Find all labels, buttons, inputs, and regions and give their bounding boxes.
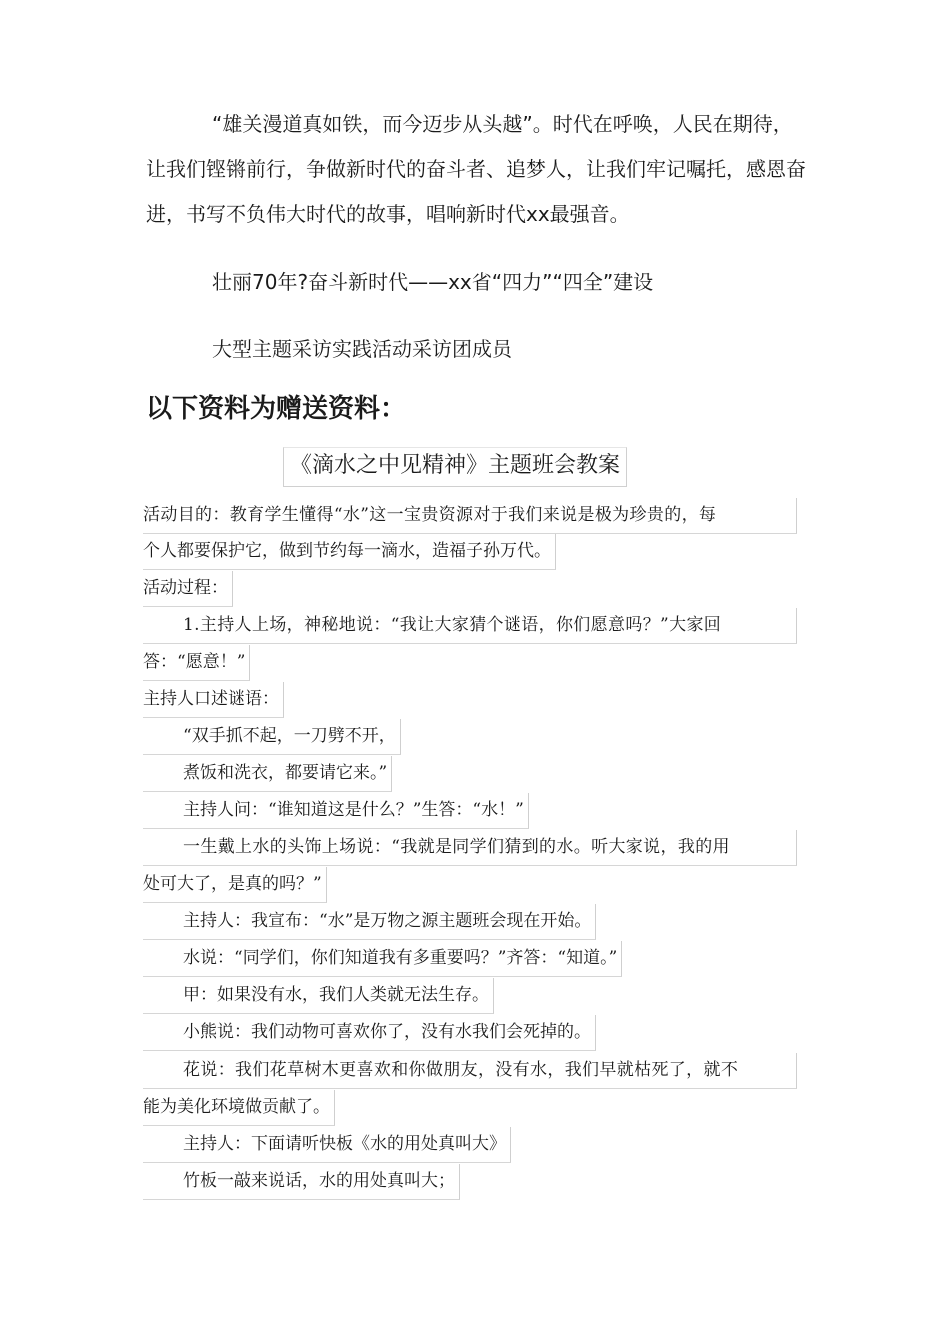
lesson-line: 处可大了，是真的吗？” (143, 867, 327, 903)
lesson-line: 活动过程： (143, 571, 233, 607)
lesson-line: 能为美化环境做贡献了。 (143, 1090, 335, 1126)
lesson-line: 主持人问：“谁知道这是什么？”生答：“水！” (143, 793, 529, 829)
lesson-line: 小熊说：我们动物可喜欢你了，没有水我们会死掉的。 (143, 1015, 596, 1051)
lesson-line: 个人都要保护它，做到节约每一滴水，造福子孙万代。 (143, 534, 556, 570)
gift-heading: 以下资料为赠送资料： (146, 394, 407, 424)
lesson-line: 活动目的：教育学生懂得“水”这一宝贵资源对于我们来说是极为珍贵的，每 (143, 498, 797, 534)
lesson-line: 主持人：下面请听快板《水的用处真叫大》 (143, 1127, 511, 1163)
lesson-line: 主持人：我宣布：“水”是万物之源主题班会现在开始。 (143, 904, 596, 940)
lesson-line: 甲：如果没有水，我们人类就无法生存。 (143, 978, 494, 1014)
lesson-line: 水说：“同学们，你们知道我有多重要吗？”齐答：“知道。” (143, 941, 622, 977)
signature-line-1: 壮丽70年?奋斗新时代——xx省“四力”“四全”建设 (212, 270, 654, 294)
lesson-line: 一生戴上水的头饰上场说：“我就是同学们猜到的水。听大家说，我的用 (143, 830, 797, 866)
lesson-line: 花说：我们花草树木更喜欢和你做朋友，没有水，我们早就枯死了，就不 (143, 1053, 797, 1089)
lesson-line: 答：“愿意！” (143, 645, 250, 681)
lesson-line: “双手抓不起，一刀劈不开， (143, 719, 401, 755)
lesson-title: 《滴水之中见精神》主题班会教案 (283, 447, 627, 487)
lesson-line: 1.主持人上场，神秘地说：“我让大家猜个谜语，你们愿意吗？”大家回 (143, 608, 797, 644)
lesson-line: 竹板一敲来说话，水的用处真叫大； (143, 1164, 460, 1200)
signature-line-2: 大型主题采访实践活动采访团成员 (212, 337, 512, 361)
intro-paragraph: “雄关漫道真如铁，而今迈步从头越”。时代在呼唤，人民在期待，让我们铿锵前行，争做新时代的奋斗者、追梦人，让我们牢记嘱托，感恩奋进，书写不负伟大时代的故事，唱响新时代xx最强音。 (146, 112, 806, 226)
lesson-line: 主持人口述谜语： (143, 682, 284, 718)
lesson-line: 煮饭和洗衣，都要请它来。” (143, 756, 392, 792)
